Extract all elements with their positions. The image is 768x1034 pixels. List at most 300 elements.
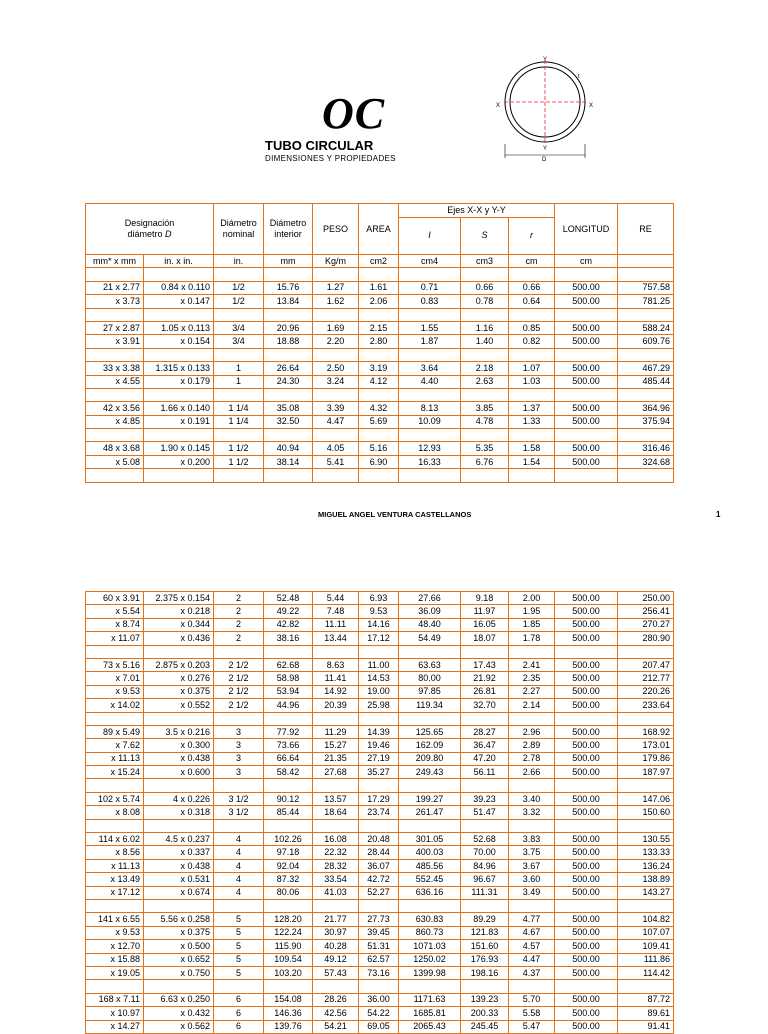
table-row	[86, 415, 674, 428]
table-cell: 58.42	[264, 766, 313, 779]
table-cell: 500.00	[555, 873, 618, 886]
table-cell	[509, 645, 555, 658]
table-cell: 5.58	[509, 1007, 555, 1020]
table-cell: 18.07	[461, 632, 509, 645]
table-cell: 500.00	[555, 1007, 618, 1020]
table-cell: 1	[214, 362, 264, 375]
table-cell: 2	[214, 632, 264, 645]
table-cell: 0.71	[399, 281, 461, 294]
table-cell: 21.77	[313, 913, 359, 926]
table-cell	[86, 388, 144, 401]
table-cell: 122.24	[264, 926, 313, 939]
table-cell: 47.20	[461, 752, 509, 765]
table-cell: 500.00	[555, 806, 618, 819]
table-cell	[144, 388, 214, 401]
table-cell: in. x in.	[144, 255, 214, 268]
table-cell	[509, 819, 555, 832]
blank-row	[86, 899, 674, 912]
table-cell: x 8.74	[86, 618, 144, 631]
blank-row	[86, 645, 674, 658]
table-cell	[555, 348, 618, 361]
table-cell: cm	[509, 255, 555, 268]
table-cell: x 11.07	[86, 632, 144, 645]
table-cell: x 0.179	[144, 375, 214, 388]
table-cell: 21.92	[461, 672, 509, 685]
table-row	[86, 295, 674, 308]
table-cell: x 15.24	[86, 766, 144, 779]
table-cell: 90.12	[264, 792, 313, 805]
table-cell: 89.61	[618, 1007, 674, 1020]
table-cell	[509, 348, 555, 361]
table-cell: 1171.63	[399, 993, 461, 1006]
table-cell: 11.11	[313, 618, 359, 631]
table-cell: 28.32	[313, 859, 359, 872]
table-cell: 102 x 5.74	[86, 792, 144, 805]
table-cell: x 0.552	[144, 699, 214, 712]
table-cell: 38.14	[264, 455, 313, 468]
table-row	[86, 953, 674, 966]
table-cell: 42.82	[264, 618, 313, 631]
table-cell: 154.08	[264, 993, 313, 1006]
table-cell	[618, 255, 674, 268]
table-cell: 2.15	[359, 321, 399, 334]
table-row	[86, 913, 674, 926]
table-cell: 143.27	[618, 886, 674, 899]
table-cell: 19.46	[359, 739, 399, 752]
table-cell: 52.68	[461, 833, 509, 846]
table-cell	[86, 980, 144, 993]
table-cell	[144, 308, 214, 321]
table-cell: 57.43	[313, 966, 359, 979]
table-cell: 4.47	[313, 415, 359, 428]
blank-row	[86, 712, 674, 725]
table-cell: 179.86	[618, 752, 674, 765]
table-cell: 3.49	[509, 886, 555, 899]
table-cell: 54.21	[313, 1020, 359, 1033]
table-cell	[214, 645, 264, 658]
table-row	[86, 940, 674, 953]
document-title: TUBO CIRCULAR	[265, 138, 374, 153]
table-cell: 111.31	[461, 886, 509, 899]
table-cell: 4	[214, 873, 264, 886]
table-cell: 2065.43	[399, 1020, 461, 1033]
table-cell	[509, 980, 555, 993]
table-cell	[555, 429, 618, 442]
table-cell	[618, 469, 674, 482]
table-cell	[618, 429, 674, 442]
table-cell: 2.96	[509, 725, 555, 738]
header-nominal-diameter: Diámetro nominal	[214, 204, 264, 255]
table-cell: 500.00	[555, 966, 618, 979]
table-cell: 500.00	[555, 375, 618, 388]
table-cell	[359, 308, 399, 321]
table-cell: 5	[214, 953, 264, 966]
table-cell: 168.92	[618, 725, 674, 738]
table-cell: 3	[214, 725, 264, 738]
table-cell: 3.19	[359, 362, 399, 375]
table-cell: 15.76	[264, 281, 313, 294]
table-cell: 6.76	[461, 455, 509, 468]
table-cell: 121.83	[461, 926, 509, 939]
table-cell	[313, 308, 359, 321]
table-cell: 4 x 0.226	[144, 792, 214, 805]
table-cell	[313, 469, 359, 482]
blank-row	[86, 348, 674, 361]
header-interior-diameter: Diámetro interior	[264, 204, 313, 255]
table-cell: 1.66 x 0.140	[144, 402, 214, 415]
table-cell	[618, 308, 674, 321]
table-cell	[214, 899, 264, 912]
header-re: RE	[618, 204, 674, 255]
table-cell	[359, 268, 399, 281]
table-cell	[359, 348, 399, 361]
table-cell: 52.27	[359, 886, 399, 899]
table-cell	[86, 469, 144, 482]
table-cell	[555, 899, 618, 912]
table-cell: 2.375 x 0.154	[144, 592, 214, 605]
table-cell: 500.00	[555, 725, 618, 738]
d-label: D	[542, 157, 547, 162]
table-cell: 6.90	[359, 455, 399, 468]
table-cell: 3.83	[509, 833, 555, 846]
t-label: t	[578, 74, 580, 80]
table-row	[86, 699, 674, 712]
table-cell: x 17.12	[86, 886, 144, 899]
table-cell	[359, 712, 399, 725]
table-cell	[264, 308, 313, 321]
table-cell: 200.33	[461, 1007, 509, 1020]
table-cell: 630.83	[399, 913, 461, 926]
table-cell: 3 1/2	[214, 806, 264, 819]
table-cell: 1/2	[214, 281, 264, 294]
table-cell: 1.85	[509, 618, 555, 631]
table-cell: x 7.01	[86, 672, 144, 685]
table-cell: 1.40	[461, 335, 509, 348]
table-cell	[399, 712, 461, 725]
table-cell	[86, 348, 144, 361]
table-cell	[313, 645, 359, 658]
table-cell: 87.32	[264, 873, 313, 886]
table-cell: mm* x mm	[86, 255, 144, 268]
table-cell: 500.00	[555, 685, 618, 698]
table-row	[86, 792, 674, 805]
table-cell: 1.87	[399, 335, 461, 348]
table-cell: 781.25	[618, 295, 674, 308]
table-cell: 60 x 3.91	[86, 592, 144, 605]
table-cell	[509, 469, 555, 482]
document-subtitle: DIMENSIONES Y PROPIEDADES	[265, 154, 396, 163]
table-cell	[359, 819, 399, 832]
table-cell: 27.66	[399, 592, 461, 605]
table-cell	[555, 712, 618, 725]
table-cell	[86, 429, 144, 442]
table-cell: 324.68	[618, 455, 674, 468]
table-cell: 500.00	[555, 618, 618, 631]
table-cell: 10.09	[399, 415, 461, 428]
table-cell	[618, 712, 674, 725]
table-cell: x 15.88	[86, 953, 144, 966]
table-cell: 17.12	[359, 632, 399, 645]
table-cell: 4.5 x 0.237	[144, 833, 214, 846]
table-cell	[264, 429, 313, 442]
table-cell: 5	[214, 966, 264, 979]
table-cell: 500.00	[555, 362, 618, 375]
table-cell: 0.84 x 0.110	[144, 281, 214, 294]
table-cell: 107.07	[618, 926, 674, 939]
table-cell	[313, 819, 359, 832]
table-row	[86, 993, 674, 1006]
table-cell: in.	[214, 255, 264, 268]
table-cell	[144, 819, 214, 832]
table-row	[86, 455, 674, 468]
table-cell: 32.70	[461, 699, 509, 712]
table-cell	[214, 712, 264, 725]
table-cell	[399, 469, 461, 482]
table-cell	[214, 819, 264, 832]
table-row	[86, 833, 674, 846]
table-cell: x 0.438	[144, 752, 214, 765]
table-cell: 2.27	[509, 685, 555, 698]
table-cell: 73.16	[359, 966, 399, 979]
table-cell	[461, 899, 509, 912]
table-cell: 467.29	[618, 362, 674, 375]
table-cell: 14.92	[313, 685, 359, 698]
table-cell: 500.00	[555, 402, 618, 415]
table-cell: x 0.200	[144, 455, 214, 468]
table-cell: 0.78	[461, 295, 509, 308]
table-row	[86, 739, 674, 752]
table-cell: 14.53	[359, 672, 399, 685]
table-cell	[214, 308, 264, 321]
table-cell: 4.32	[359, 402, 399, 415]
table-row	[86, 321, 674, 334]
table-cell	[509, 388, 555, 401]
table-cell: 500.00	[555, 792, 618, 805]
table-cell: 66.64	[264, 752, 313, 765]
table-cell: 2.00	[509, 592, 555, 605]
table-cell: 151.60	[461, 940, 509, 953]
table-row	[86, 685, 674, 698]
table-cell: 2 1/2	[214, 685, 264, 698]
table-cell: 245.45	[461, 1020, 509, 1033]
table-cell: 22.32	[313, 846, 359, 859]
table-cell: 2 1/2	[214, 699, 264, 712]
table-cell: 11.00	[359, 658, 399, 671]
table-cell: x 5.54	[86, 605, 144, 618]
table-cell: 1.54	[509, 455, 555, 468]
table-cell: 125.65	[399, 725, 461, 738]
table-cell: 5	[214, 926, 264, 939]
table-cell: 7.48	[313, 605, 359, 618]
table-cell: 16.05	[461, 618, 509, 631]
table-cell	[399, 819, 461, 832]
table-cell: 5.44	[313, 592, 359, 605]
table-cell: 6	[214, 1020, 264, 1033]
table-cell: 18.88	[264, 335, 313, 348]
table-cell: x 3.73	[86, 295, 144, 308]
table-cell: 35.27	[359, 766, 399, 779]
table-row	[86, 592, 674, 605]
table-cell: 500.00	[555, 859, 618, 872]
table-cell: 3	[214, 752, 264, 765]
table-cell	[618, 348, 674, 361]
table-cell: 111.86	[618, 953, 674, 966]
table-cell	[264, 645, 313, 658]
table-cell: 14.16	[359, 618, 399, 631]
table-row	[86, 281, 674, 294]
table-cell: x 0.318	[144, 806, 214, 819]
table-cell	[264, 268, 313, 281]
table-cell	[399, 308, 461, 321]
table-cell: 1 1/4	[214, 415, 264, 428]
table-cell: 56.11	[461, 766, 509, 779]
table-cell: 89 x 5.49	[86, 725, 144, 738]
table-cell: 42 x 3.56	[86, 402, 144, 415]
table-cell: 54.49	[399, 632, 461, 645]
table-cell: 104.82	[618, 913, 674, 926]
table-cell: 39.23	[461, 792, 509, 805]
header-peso: PESO	[313, 204, 359, 255]
table-cell: 199.27	[399, 792, 461, 805]
table-cell	[461, 779, 509, 792]
table-row	[86, 766, 674, 779]
table-cell: 1250.02	[399, 953, 461, 966]
table-cell: 2.18	[461, 362, 509, 375]
table-cell: 30.97	[313, 926, 359, 939]
table-row	[86, 886, 674, 899]
table-cell: 500.00	[555, 833, 618, 846]
table-cell: 3	[214, 766, 264, 779]
table-cell	[214, 388, 264, 401]
table-cell: 500.00	[555, 335, 618, 348]
table-row	[86, 806, 674, 819]
table-cell: 500.00	[555, 605, 618, 618]
table-cell: 114.42	[618, 966, 674, 979]
tube-section-diagram	[492, 52, 602, 162]
y-label-top: Y	[543, 57, 548, 63]
table-cell: 28.26	[313, 993, 359, 1006]
table-cell: x 0.432	[144, 1007, 214, 1020]
header-designation: Designación diámetro D	[86, 204, 214, 255]
table-cell	[555, 819, 618, 832]
table-row	[86, 335, 674, 348]
table-cell: 2.06	[359, 295, 399, 308]
table-row	[86, 1007, 674, 1020]
table-cell	[144, 348, 214, 361]
table-cell: 102.26	[264, 833, 313, 846]
header-i: I	[399, 217, 461, 254]
table-cell: x 14.27	[86, 1020, 144, 1033]
table-cell: 5.16	[359, 442, 399, 455]
table-cell	[86, 268, 144, 281]
table-cell: x 3.91	[86, 335, 144, 348]
table-cell: x 0.652	[144, 953, 214, 966]
table-cell: 3/4	[214, 321, 264, 334]
table-cell: 500.00	[555, 415, 618, 428]
table-cell: 147.06	[618, 792, 674, 805]
table-cell: 92.04	[264, 859, 313, 872]
table-cell	[264, 779, 313, 792]
table-cell	[399, 980, 461, 993]
table-cell: 2.875 x 0.203	[144, 658, 214, 671]
table-cell: 36.47	[461, 739, 509, 752]
table-cell	[214, 268, 264, 281]
table-cell: 6	[214, 993, 264, 1006]
table-cell: 400.03	[399, 846, 461, 859]
table-cell: 250.00	[618, 592, 674, 605]
table-cell: x 0.436	[144, 632, 214, 645]
table-cell: x 7.62	[86, 739, 144, 752]
table-cell	[618, 980, 674, 993]
table-cell	[509, 779, 555, 792]
table-cell	[313, 388, 359, 401]
table-cell: 2	[214, 592, 264, 605]
table-cell	[264, 348, 313, 361]
table-cell: 17.43	[461, 658, 509, 671]
table-cell: 3 1/2	[214, 792, 264, 805]
table-cell	[144, 469, 214, 482]
table-cell: 1.55	[399, 321, 461, 334]
table-cell	[144, 429, 214, 442]
table-cell	[618, 899, 674, 912]
table-cell: 109.41	[618, 940, 674, 953]
table-cell	[359, 469, 399, 482]
table-cell: 6.63 x 0.250	[144, 993, 214, 1006]
table-cell: x 0.375	[144, 926, 214, 939]
table-cell: 73 x 5.16	[86, 658, 144, 671]
table-cell	[555, 469, 618, 482]
table-cell: 62.68	[264, 658, 313, 671]
table-cell: 207.47	[618, 658, 674, 671]
table-cell: 49.22	[264, 605, 313, 618]
table-cell: 1	[214, 375, 264, 388]
table-cell: 97.18	[264, 846, 313, 859]
table-cell	[461, 645, 509, 658]
table-cell: 5.47	[509, 1020, 555, 1033]
table-cell: 36.07	[359, 859, 399, 872]
table-cell	[144, 980, 214, 993]
header-r: r	[509, 217, 555, 254]
table-cell: 40.94	[264, 442, 313, 455]
table-cell	[461, 268, 509, 281]
table-cell: 41.03	[313, 886, 359, 899]
x-label-left: X	[496, 103, 501, 109]
table-cell	[86, 899, 144, 912]
table-cell: x 12.70	[86, 940, 144, 953]
table-cell: 1.315 x 0.133	[144, 362, 214, 375]
table-cell: 1685.81	[399, 1007, 461, 1020]
table-cell: 20.96	[264, 321, 313, 334]
table-row	[86, 752, 674, 765]
table-cell: 89.29	[461, 913, 509, 926]
table-cell: x 0.375	[144, 685, 214, 698]
table-cell: x 14.02	[86, 699, 144, 712]
table-cell: 3	[214, 739, 264, 752]
table-cell: 11.97	[461, 605, 509, 618]
table-cell: 636.16	[399, 886, 461, 899]
table-cell: 500.00	[555, 926, 618, 939]
table-cell	[461, 980, 509, 993]
table-cell: 38.16	[264, 632, 313, 645]
table-cell: 5.70	[509, 993, 555, 1006]
table-cell: 77.92	[264, 725, 313, 738]
table-cell: 114 x 6.02	[86, 833, 144, 846]
table-cell: 270.27	[618, 618, 674, 631]
table-cell: x 10.97	[86, 1007, 144, 1020]
table-cell: 27 x 2.87	[86, 321, 144, 334]
table-cell: 3.32	[509, 806, 555, 819]
table-cell: 2.80	[359, 335, 399, 348]
